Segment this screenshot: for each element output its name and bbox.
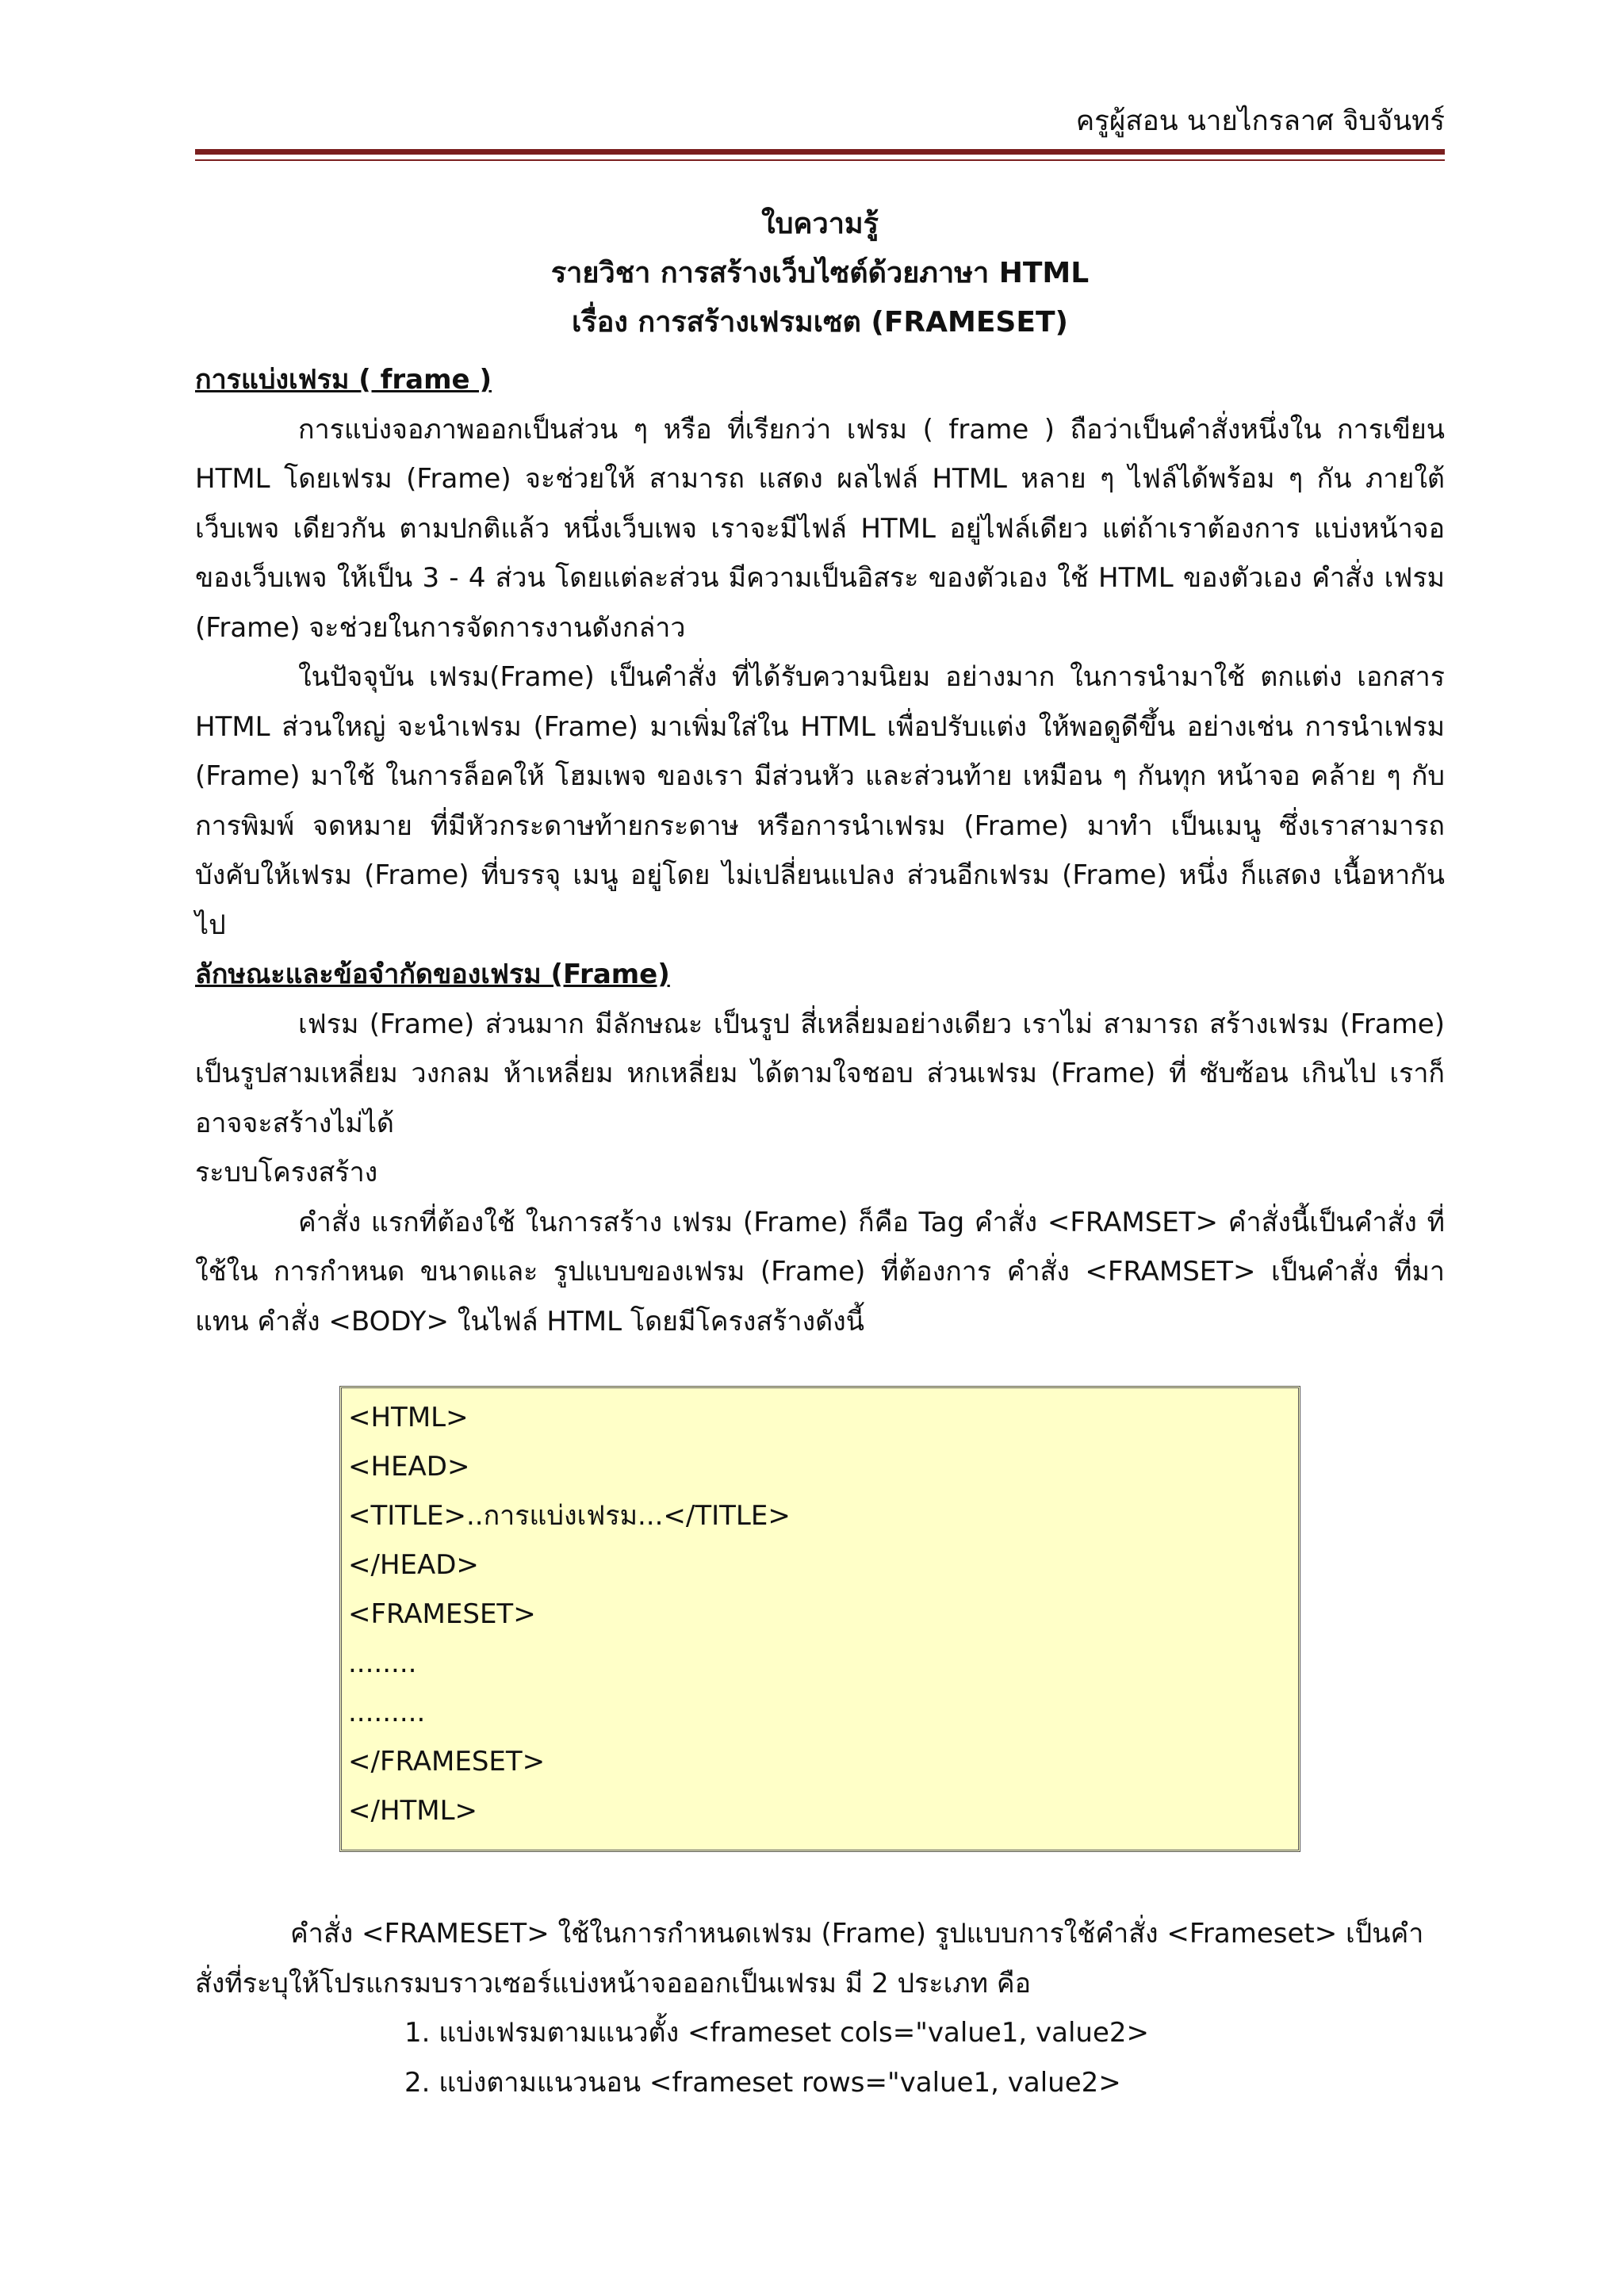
section-heading-frame: การแบ่งเฟรม ( frame ) — [195, 364, 492, 396]
code-line: <TITLE>..การแบ่งเฟรม...</TITLE> — [348, 1500, 791, 1532]
code-line: </FRAMESET> — [348, 1746, 546, 1777]
code-line: </HEAD> — [348, 1549, 479, 1581]
doc-subject: รายวิชา การสร้างเว็บไซต์ด้วยภาษา HTML — [550, 257, 1090, 289]
header-rule-thin — [195, 159, 1445, 161]
code-line: ......... — [348, 1697, 426, 1728]
code-line: <FRAMESET> — [348, 1598, 536, 1630]
code-example-box — [339, 1386, 1300, 1852]
list-item: 1. แบ่งเฟรมตามแนวตั้ง <frameset cols="value1, value2> — [404, 2017, 1150, 2049]
list-item: 2. แบ่งตามแนวนอน <frameset rows="value1, value2> — [404, 2066, 1121, 2099]
subheading-structure: ระบบโครงสร้าง — [195, 1157, 378, 1188]
section-heading-limitations: ลักษณะและข้อจำกัดของเฟรม (Frame) — [195, 959, 670, 990]
main-content — [195, 355, 1445, 1346]
code-line: ........ — [348, 1647, 417, 1679]
code-line: <HEAD> — [348, 1451, 470, 1483]
code-line: </HTML> — [348, 1795, 478, 1827]
code-line: <HTML> — [348, 1402, 469, 1433]
doc-title: ใบความรู้ — [760, 208, 879, 240]
paragraph: ในปัจจุบัน เฟรม(Frame) เป็นคำสั่ง ที่ได้รับความนิยม อย่างมาก ในการนำมาใช้ ตกแต่ง เอกสาร HTML ส่วนใหญ่ จะนำเฟรม (Frame) มาเพิ่มใส่ใน HTML เพื่อปรับแต่ง ให้พอดูดีขึ้น อย่างเช่น การนำเฟรม (Frame) มาใช้ ในการล็อคให้ โฮมเพจ ของเรา มีส่วนหัว และส่วนท้าย เหมือน ๆ กันทุก หน้าจอ คล้าย ๆ กับ การพิมพ์ จดหมาย ที่มีหัวกระดาษท้ายกระดาษ หรือการนำเฟรม (Frame) มาทำ เป็นเมนู ซึ่งเราสามารถ บังคับให้เฟรม (Frame) ที่บรรจุ เมนู อยู่โดย ไม่เปลี่ยนแปลง ส่วนอีกเฟรม (Frame) หนึ่ง ก็แสดง เนื้อหากัน ไป — [195, 661, 1445, 941]
header-rule-thick — [195, 149, 1445, 155]
header-author: ครูผู้สอน นายไกรลาศ จิบจันทร์ — [1075, 105, 1445, 137]
frameset-description — [195, 1909, 1445, 2107]
paragraph: การแบ่งจอภาพออกเป็นส่วน ๆ หรือ ที่เรียกว่า เฟรม ( frame ) ถือว่าเป็นคำสั่งหนึ่งใน การเขียน HTML โดยเฟรม (Frame) จะช่วยให้ สามารถ แสดง ผลไฟล์ HTML หลาย ๆ ไฟล์ได้พร้อม ๆ กัน ภายใต้ เว็บเพจ เดียวกัน ตามปกติแล้ว หนึ่งเว็บเพจ เราจะมีไฟล์ HTML อยู่ไฟล์เดียว แต่ถ้าเราต้องการ แบ่งหน้าจอ ของเว็บเพจ ให้เป็น 3 - 4 ส่วน โดยแต่ละส่วน มีความเป็นอิสระ ของตัวเอง ใช้ HTML ของตัวเอง คำสั่ง เฟรม (Frame) จะช่วยในการจัดการงานดังกล่าว — [195, 413, 1445, 644]
paragraph: คำสั่ง แรกที่ต้องใช้ ในการสร้าง เฟรม (Frame) ก็คือ Tag คำสั่ง <FRAMSET> คำสั่งนี้เป็นคำสั่ง ที่ใช้ใน การกำหนด ขนาดและ รูปแบบของเฟรม (Frame) ที่ต้องการ คำสั่ง <FRAMSET> เป็นคำสั่ง ที่มา แทน คำสั่ง <BODY> ในไฟล์ HTML โดยมีโครงสร้างดังนี้ — [195, 1206, 1445, 1337]
doc-topic: เรื่อง การสร้างเฟรมเซต (FRAMESET) — [572, 306, 1068, 339]
paragraph: คำสั่ง <FRAMESET> ใช้ในการกำหนดเฟรม (Frame) รูปแบบการใช้คำสั่ง <Frameset> เป็นคำสั่งที่ระบุให้โปรแกรมบราวเซอร์แบ่งหน้าจอออกเป็นเฟรม มี 2 ประเภท คือ — [195, 1918, 1424, 1999]
paragraph: เฟรม (Frame) ส่วนมาก มีลักษณะ เป็นรูป สี่เหลี่ยมอย่างเดียว เราไม่ สามารถ สร้างเฟรม (Frame) เป็นรูปสามเหลี่ยม วงกลม ห้าเหลี่ยม หกเหลี่ยม ได้ตามใจชอบ ส่วนเฟรม (Frame) ที่ ซับซ้อน เกินไป เราก็ อาจจะสร้างไม่ได้ — [195, 1008, 1445, 1139]
